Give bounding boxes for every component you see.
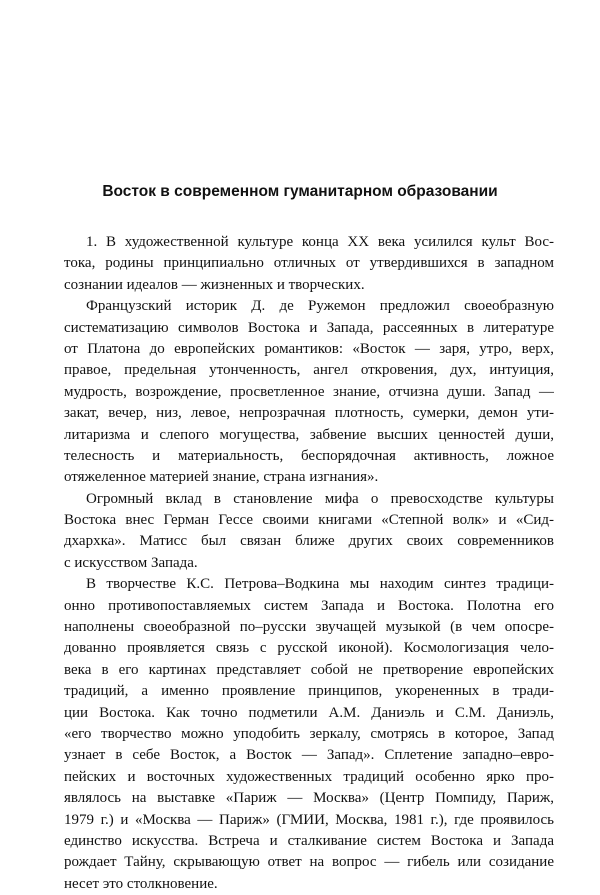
text-line: узнает в себе Восток, а Восток — Запад». Сплетение западно–евро- (64, 747, 554, 764)
text-line: ции Востока. Как точно подметили А.М. Даниэль и С.М. Даниэль, (64, 704, 554, 721)
section-heading: Восток в современном гуманитарном образовании (102, 183, 498, 200)
paragraph (64, 232, 554, 296)
text-line: тока, родины принципиально отличных от утвердившихся в западном (64, 255, 554, 272)
text-line: отяжеленное материей знание, страна изгнания». (64, 469, 379, 486)
text-line: дованно проявляется связь с русской иконой). Космологизация чело- (64, 640, 554, 657)
text-line: единство искусства. Встреча и сталкивание систем Востока и Запада (64, 832, 554, 849)
text-line: 1979 г.) и «Москва — Париж» (ГМИИ, Москва, 1981 г.), где проявилось (64, 811, 554, 828)
text-line: правое, предельная утонченность, ангел откровения, дух, интуиция, (64, 362, 554, 379)
text-line: являлось на выставке «Париж — Москва» (Центр Помпиду, Париж, (64, 790, 554, 807)
text-line: пейских и восточных художественных традиций особенно ярко про- (64, 768, 554, 785)
text-line: телесность и материальность, беспорядочная активность, ложное (64, 447, 554, 464)
text-line: дхархка». Матисс был связан ближе других своих современников (64, 533, 554, 550)
text-line: несет это столкновение. (64, 875, 218, 892)
text-line: литаризма и слепого могущества, забвение высших ценностей души, (64, 426, 554, 443)
text-line: века в его картинах представляет собой не претворение европейских (64, 661, 554, 678)
text-line: традиций, а именно проявление принципов, укорененных в тради- (64, 683, 554, 700)
text-line: «его творчество можно уподобить зеркалу, смотрясь в которое, Запад (64, 725, 554, 742)
text-line: от Платона до европейских романтиков: «Восток — заря, утро, верх, (64, 340, 554, 357)
paragraph (64, 574, 554, 895)
text-line: мудрость, возрождение, просветленное знание, отчизна души. Запад — (64, 383, 554, 400)
body-text (64, 232, 554, 895)
text-line: 1. В художественной культуре конца XX века усилился культ Вос- (86, 234, 554, 250)
text-line: Огромный вклад в становление мифа о превосходстве культуры (86, 490, 554, 507)
paragraph (64, 296, 554, 489)
text-line: Востока внес Герман Гессе своими книгами «Степной волк» и «Сид- (64, 512, 554, 529)
text-line: В творчестве К.С. Петрова–Водкина мы находим синтез традици- (86, 576, 554, 593)
text-line: систематизацию символов Востока и Запада, рассеянных в литературе (64, 319, 554, 336)
text-line: закат, вечер, низ, левое, непрозрачная плотность, сумерки, демон ути- (64, 405, 554, 422)
paragraph (64, 489, 554, 575)
text-line: онно противопоставляемых систем Запада и Востока. Полотна его (64, 597, 554, 614)
text-line: Французский историк Д. де Ружемон предложил своеобразную (86, 298, 554, 315)
text-line: наполнены своеобразной по–русски звучащей музыкой (в чем опосре- (64, 619, 554, 636)
text-line: сознании идеалов — жизненных и творческих. (64, 276, 365, 293)
text-line: с искусством Запада. (64, 554, 198, 571)
text-line: рождает Тайну, скрывающую ответ на вопрос — гибель или созидание (64, 854, 554, 871)
